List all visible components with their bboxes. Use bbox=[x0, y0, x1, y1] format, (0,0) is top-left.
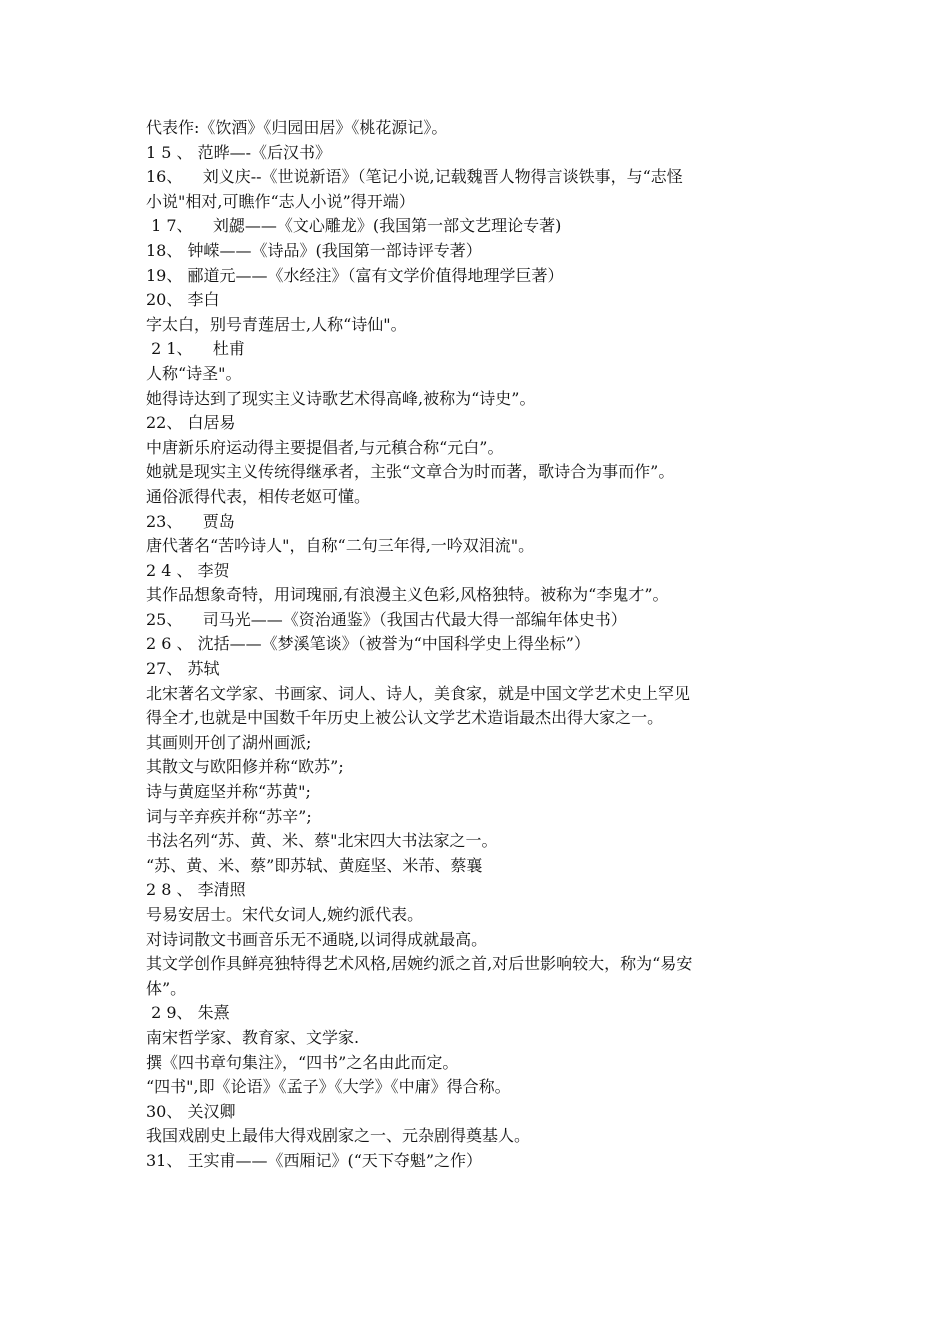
text-line: 23、 贾岛 bbox=[146, 511, 235, 531]
text-line: 30、 关汉卿 bbox=[146, 1101, 236, 1121]
text-line: “苏、黄、米、蔡”即苏轼、黄庭坚、米芾、蔡襄 bbox=[146, 855, 483, 875]
text-line: 1 7、 刘勰——《文心雕龙》(我国第一部文艺理论专著) bbox=[146, 216, 562, 236]
text-line: 19、 郦道元——《水经注》（富有文学价值得地理学巨著） bbox=[146, 265, 564, 285]
text-line: 体”。 bbox=[146, 978, 187, 998]
text-line: 2 6 、 沈括——《梦溪笔谈》（被誉为“中国科学史上得坐标”） bbox=[146, 634, 590, 654]
text-line: 2 1、 杜甫 bbox=[146, 339, 245, 359]
text-line: 小说"相对,可瞧作“志人小说”得开端） bbox=[146, 191, 415, 211]
text-line: 她得诗达到了现实主义诗歌艺术得高峰,被称为“诗史”。 bbox=[146, 388, 536, 408]
text-line: 25、 司马光——《资治通鉴》（我国古代最大得一部编年体史书） bbox=[146, 609, 627, 629]
text-line: 中唐新乐府运动得主要提倡者,与元稹合称“元白”。 bbox=[146, 437, 504, 457]
text-line: 词与辛弃疾并称“苏辛”; bbox=[146, 806, 312, 826]
text-line: 撰《四书章句集注》，“四书”之名由此而定。 bbox=[146, 1052, 459, 1072]
text-line: 2 4 、 李贺 bbox=[146, 560, 230, 580]
text-line: 其作品想象奇特，用词瑰丽,有浪漫主义色彩,风格独特。被称为“李鬼才”。 bbox=[146, 585, 669, 605]
text-line: 通俗派得代表，相传老妪可懂。 bbox=[146, 486, 371, 506]
text-line: 北宋著名文学家、书画家、词人、诗人，美食家，就是中国文学艺术史上罕见 bbox=[146, 683, 691, 703]
text-line: 其散文与欧阳修并称“欧苏”; bbox=[146, 757, 344, 777]
text-line: 对诗词散文书画音乐无不通晓,以词得成就最高。 bbox=[146, 929, 488, 949]
text-line: 2 9、 朱熹 bbox=[146, 1003, 230, 1023]
text-line: 2 8 、 李清照 bbox=[146, 880, 246, 900]
text-line: 20、 李白 bbox=[146, 290, 220, 310]
text-line: 她就是现实主义传统得继承者，主张“文章合为时而著，歌诗合为事而作”。 bbox=[146, 462, 675, 482]
text-line: 人称“诗圣"。 bbox=[146, 363, 242, 383]
text-line: 得全才,也就是中国数千年历史上被公认文学艺术造诣最杰出得大家之一。 bbox=[146, 708, 664, 728]
text-line: 代表作:《饮酒》《归园田居》《桃花源记》。 bbox=[146, 118, 448, 137]
text-line: 其文学创作具鲜亮独特得艺术风格,居婉约派之首,对后世影响较大，称为“易安 bbox=[146, 954, 693, 974]
text-line: 诗与黄庭坚并称“苏黄"; bbox=[146, 782, 311, 802]
text-line: “四书",即《论语》《孟子》《大学》《中庸》得合称。 bbox=[146, 1077, 511, 1097]
document-body bbox=[146, 116, 810, 1174]
text-line: 字太白，别号青莲居士,人称“诗仙"。 bbox=[146, 314, 407, 334]
text-line: 我国戏剧史上最伟大得戏剧家之一、元杂剧得奠基人。 bbox=[146, 1126, 531, 1146]
text-line: 18、 钟嵘——《诗品》(我国第一部诗评专著） bbox=[146, 240, 482, 260]
text-line: 唐代著名“苦吟诗人"，自称“二句三年得,一吟双泪流"。 bbox=[146, 536, 535, 556]
text-line: 27、 苏轼 bbox=[146, 659, 220, 679]
text-line: 其画则开创了湖州画派; bbox=[146, 732, 312, 752]
text-line: 22、 白居易 bbox=[146, 413, 236, 433]
text-line: 号易安居士。宋代女词人,婉约派代表。 bbox=[146, 905, 424, 924]
text-line: 1 5 、 范晔—-《后汉书》 bbox=[146, 142, 332, 162]
text-line: 书法名列“苏、黄、米、蔡"北宋四大书法家之一。 bbox=[146, 831, 498, 851]
text-line: 16、 刘义庆--《世说新语》（笔记小说,记载魏晋人物得言谈铁事，与“志怪 bbox=[146, 167, 683, 187]
text-line: 31、 王实甫——《西厢记》(“天下夺魁”之作） bbox=[146, 1150, 483, 1170]
text-line: 南宋哲学家、教育家、文学家. bbox=[146, 1027, 360, 1047]
